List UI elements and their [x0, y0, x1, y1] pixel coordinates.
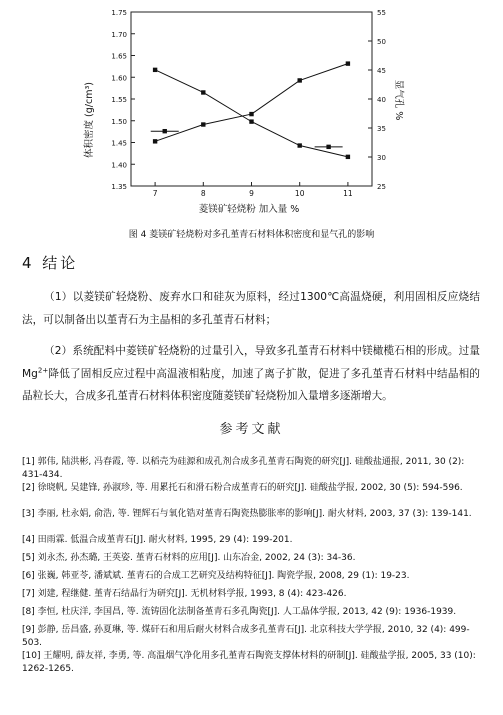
x-tick-label: 7: [152, 189, 158, 198]
left-tick-label: 1.70: [111, 30, 127, 39]
right-tick-label: 45: [377, 67, 386, 75]
left-tick-label: 1.40: [111, 161, 127, 170]
x-axis-label: 菱镁矿轻烧粉 加入量 %: [198, 204, 300, 215]
references-title: 参考文献: [219, 422, 284, 437]
data-point: [249, 119, 253, 123]
plot-border: [131, 12, 372, 186]
left-tick-label: 1.35: [111, 183, 127, 191]
chart: [0, 0, 503, 218]
x-tick-label: 10: [294, 189, 305, 198]
left-tick-label: 1.55: [111, 96, 127, 104]
left-tick-label: 1.45: [111, 139, 127, 148]
section-heading: 4 结论: [22, 254, 79, 272]
reference-item: [1] 郭伟, 陆洪彬, 冯春霞, 等. 以稻壳为硅源和成孔剂合成多孔堇青石陶瓷的研究[J]. 硅酸盐通报, 2011, 30 (2): 431-434.: [22, 457, 465, 480]
data-point: [153, 139, 157, 143]
paragraph-2-text-a: （2）系统配料中菱镁矿轻烧粉的过量引入，导致多孔堇青石材料中镁橄榄石相的形成。过量Mg: [22, 345, 480, 380]
legend-marker: [163, 129, 167, 133]
superscript: 2+: [37, 365, 49, 374]
x-tick-label: 9: [249, 189, 254, 198]
x-axis: [153, 182, 353, 198]
y-axis-label-right: 显气孔 %: [393, 79, 404, 121]
reference-item: [3] 李丽, 杜永娟, 俞浩, 等. 锂辉石与氧化锆对堇青石陶瓷热膨胀率的影响[J]. 耐火材料, 2003, 37 (3): 139-141.: [22, 509, 472, 519]
reference-item: [6] 张巍, 韩亚苓, 潘斌斌. 堇青石的合成工艺研究及结构特征[J]. 陶瓷学报, 2008, 29 (1): 19-23.: [22, 571, 410, 581]
data-point: [346, 155, 350, 159]
data-point: [201, 90, 205, 94]
reference-item: [2] 徐晓帆, 吴建锋, 孙淑珍, 等. 用累托石和滑石粉合成堇青石的研究[J]. 硅酸盐学报, 2002, 30 (5): 594-596.: [22, 483, 463, 493]
figure-caption: 图 4 菱镁矿轻烧粉对多孔堇青石材料体积密度和显气孔的影响: [128, 230, 375, 240]
reference-item: [5] 刘永杰, 孙杰璐, 王英姿. 堇青石材料的应用[J]. 山东冶金, 2002, 24 (3): 34-36.: [22, 553, 356, 563]
right-tick-label: 35: [377, 125, 386, 133]
reference-item: [10] 王耀明, 薛友祥, 李勇, 等. 高温烟气净化用多孔堇青石陶瓷支撑体材料的研制[J]. 硅酸盐学报, 2005, 33 (10): 1262-1265.: [22, 651, 476, 674]
right-tick-label: 25: [377, 183, 386, 191]
left-tick-label: 1.65: [111, 52, 127, 61]
right-tick-label: 40: [377, 96, 386, 104]
data-point: [153, 68, 157, 72]
reference-item: [7] 刘建, 程继健. 堇青石结晶行为研究[J]. 无机材料学报, 1993, 8 (4): 423-426.: [22, 589, 347, 599]
right-tick-label: 50: [377, 38, 386, 46]
right-axis: [368, 9, 386, 191]
data-point: [298, 143, 302, 147]
legend-marker: [326, 145, 330, 149]
data-point: [249, 112, 253, 116]
left-tick-label: 1.60: [111, 74, 127, 83]
reference-item: [9] 彭静, 岳昌盛, 孙夏琳, 等. 煤矸石和用后耐火材料合成多孔堇青石[J]. 北京科技大学学报, 2010, 32 (4): 499-503.: [22, 625, 470, 648]
data-point: [201, 122, 205, 126]
right-tick-label: 55: [377, 9, 386, 17]
left-tick-label: 1.75: [111, 9, 127, 17]
plot-area: [131, 12, 372, 186]
conclusion-paragraph-2: [22, 340, 480, 408]
reference-item: [4] 田雨霖. 低温合成堇青石[J]. 耐火材料, 1995, 29 (4): 199-201.: [22, 535, 293, 545]
paragraph-2-text-b: 降低了固相反应过程中高温液相粘度，加速了离子扩散，促进了多孔堇青石材料中结晶相的晶粒长大，合成多孔堇青石材料体积密度随菱镁矿轻烧粉加入量增多逐渐增大。: [22, 367, 480, 402]
reference-item: [8] 李恒, 杜庆洋, 李国昌, 等. 流铸固化法制备堇青石多孔陶瓷[J]. 人工晶体学报, 2013, 42 (9): 1936-1939.: [22, 607, 457, 617]
right-tick-label: 30: [377, 154, 386, 162]
x-tick-label: 11: [343, 189, 353, 198]
series-layer: [151, 61, 350, 159]
data-point: [346, 61, 350, 65]
conclusion-paragraph-1: （1）以菱镁矿轻烧粉、废弃水口和硅灰为原料，经过1300℃高温烧硬，利用固相反应烧结法，可以制备出以堇青石为主晶相的多孔堇青石材料；: [22, 291, 480, 326]
series-line-right: [155, 64, 348, 142]
x-tick-label: 8: [200, 189, 206, 198]
left-tick-label: 1.50: [111, 117, 127, 126]
data-point: [298, 78, 302, 82]
y-axis-label-left: 体积密度 (g/cm³): [84, 82, 95, 158]
